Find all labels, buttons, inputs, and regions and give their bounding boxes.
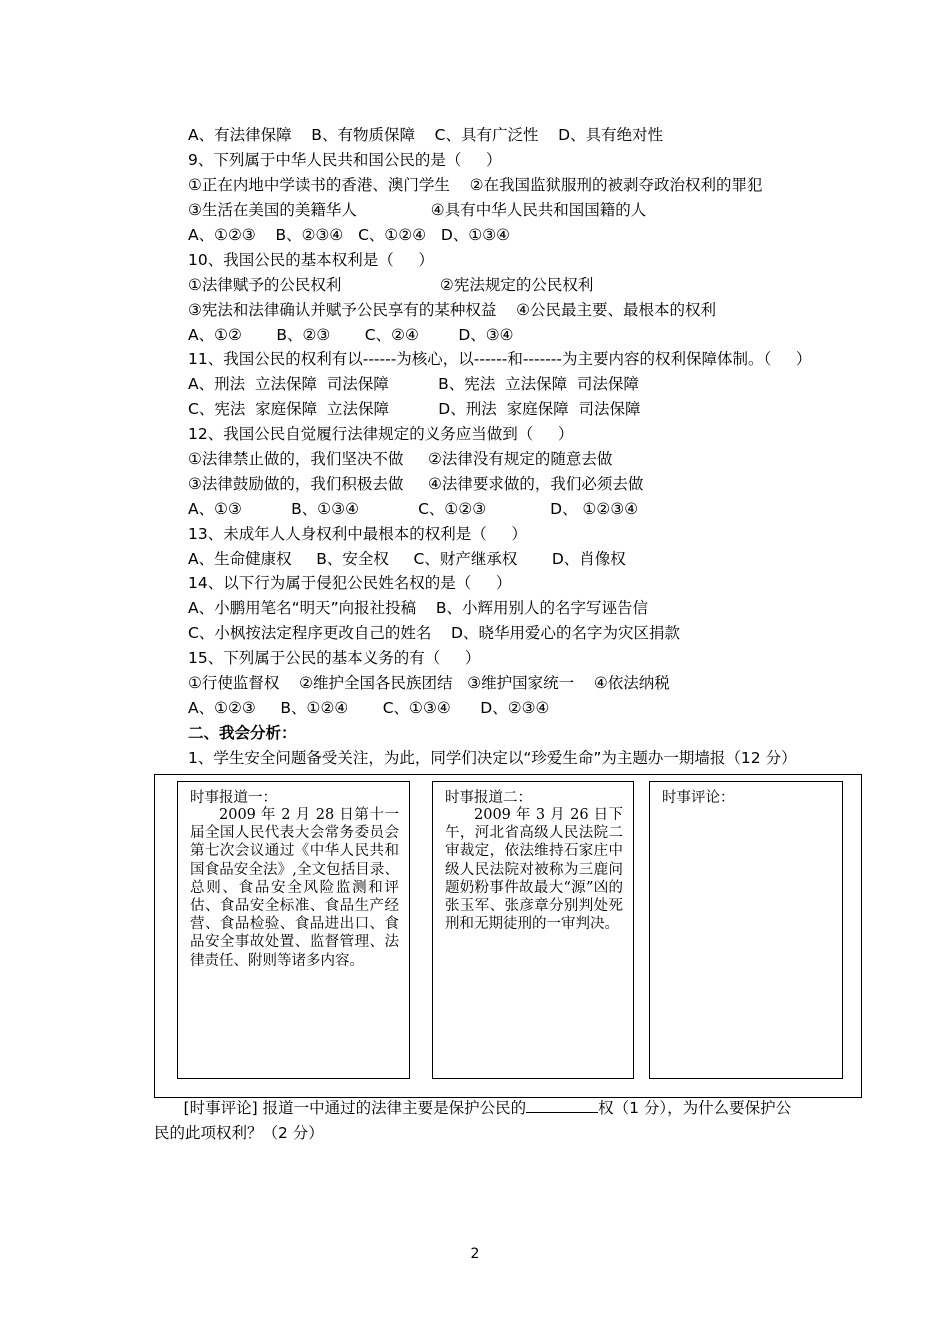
answer-blank[interactable] bbox=[526, 1098, 598, 1113]
q9-stem: 9、下列属于中华人民共和国公民的是（ ） bbox=[188, 151, 502, 169]
comment-question-line-2: 民的此项权利？（2 分） bbox=[154, 1124, 324, 1142]
page-number: 2 bbox=[470, 1246, 480, 1262]
q9-item-3-4: ③生活在美国的美籍华人 ④具有中华人民共和国国籍的人 bbox=[188, 201, 647, 219]
q15-options: A、①②③ B、①②④ C、①③④ D、②③④ bbox=[188, 699, 550, 717]
q12-item-3-4: ③法律鼓励做的，我们积极去做 ④法律要求做的，我们必须去做 bbox=[188, 475, 644, 493]
q9-options: A、①②③ B、②③④ C、①②④ D、①③④ bbox=[188, 226, 511, 244]
news-report-1-title: 时事报道一： bbox=[190, 790, 277, 806]
q8-options: A、有法律保障 B、有物质保障 C、具有广泛性 D、具有绝对性 bbox=[188, 126, 664, 144]
q12-item-1-2: ①法律禁止做的，我们坚决不做 ②法律没有规定的随意去做 bbox=[188, 450, 613, 468]
news-report-2-title: 时事报道二： bbox=[445, 790, 532, 806]
q12-options: A、①③ B、①③④ C、①②③ D、 ①②③④ bbox=[188, 500, 639, 518]
q10-options: A、①② B、②③ C、②④ D、③④ bbox=[188, 326, 514, 344]
news-report-1-body: 2009 年 2 月 28 日第十一届全国人民代表大会常务委员会第七次会议通过《中华人民共和国食品安全法》,全文包括目录、总则、食品安全风险监测和评估、食品安全标准、食品生产经营、食品检验、食品进出口、食品安全事故处置、监督管理、法律责任、附则等诸多内容。 bbox=[190, 807, 399, 969]
q10-item-3-4: ③宪法和法律确认并赋予公民享有的某种权益 ④公民最主要、最根本的权利 bbox=[188, 301, 717, 319]
q10-item-1-2: ①法律赋予的公民权利 ②宪法规定的公民权利 bbox=[188, 276, 594, 294]
q14-options-ab: A、小鹏用笔名“明天”向报社投稿 B、小辉用别人的名字写诬告信 bbox=[188, 599, 649, 617]
q13-stem: 13、未成年人人身权利中最根本的权利是（ ） bbox=[188, 525, 527, 543]
q10-stem: 10、我国公民的基本权利是（ ） bbox=[188, 251, 434, 269]
q15-stem: 15、下列属于公民的基本义务的有（ ） bbox=[188, 649, 481, 667]
q15-items: ①行使监督权 ②维护全国各民族团结 ③维护国家统一 ④依法纳税 bbox=[188, 674, 670, 692]
q13-options: A、生命健康权 B、安全权 C、财产继承权 D、肖像权 bbox=[188, 550, 626, 568]
analysis-question-1: 1、学生安全问题备受关注，为此，同学们决定以“珍爱生命”为主题办一期墙报（12 分） bbox=[188, 749, 797, 767]
q12-stem: 12、我国公民自觉履行法律规定的义务应当做到（ ） bbox=[188, 425, 574, 443]
news-report-1-box bbox=[177, 781, 410, 1079]
q11-stem: 11、我国公民的权利有以------为核心，以------和-------为主要内容的权利保障体制。（ ） bbox=[188, 350, 812, 368]
q11-options-cd: C、宪法 家庭保障 立法保障 D、刑法 家庭保障 司法保障 bbox=[188, 400, 641, 418]
comment-suffix: 权（1 分），为什么要保护公 bbox=[598, 1099, 792, 1117]
news-report-2-body: 2009 年 3 月 26 日下午，河北省高级人民法院二审裁定，依法维持石家庄中级人民法院对被称为三鹿问题奶粉事件故最大“源”凶的张玉军、张彦章分别判处死刑和无期徒刑的一审判决。 bbox=[445, 807, 623, 933]
q9-item-1-2: ①正在内地中学读书的香港、澳门学生 ②在我国监狱服刑的被剥夺政治权利的罪犯 bbox=[188, 176, 763, 194]
q11-options-ab: A、刑法 立法保障 司法保障 B、宪法 立法保障 司法保障 bbox=[188, 375, 639, 393]
section-title: 二、我会分析： bbox=[188, 724, 297, 742]
news-comment-box bbox=[649, 781, 843, 1079]
news-comment-title: 时事评论： bbox=[662, 790, 735, 806]
comment-question-line-1 bbox=[154, 1098, 791, 1118]
news-report-2-box bbox=[432, 781, 634, 1079]
q14-options-cd: C、小枫按法定程序更改自己的姓名 D、晓华用爱心的名字为灾区捐款 bbox=[188, 624, 680, 642]
q14-stem: 14、以下行为属于侵犯公民姓名权的是（ ） bbox=[188, 574, 512, 592]
comment-prefix: [时事评论] 报道一中通过的法律主要是保护公民的 bbox=[154, 1099, 527, 1117]
